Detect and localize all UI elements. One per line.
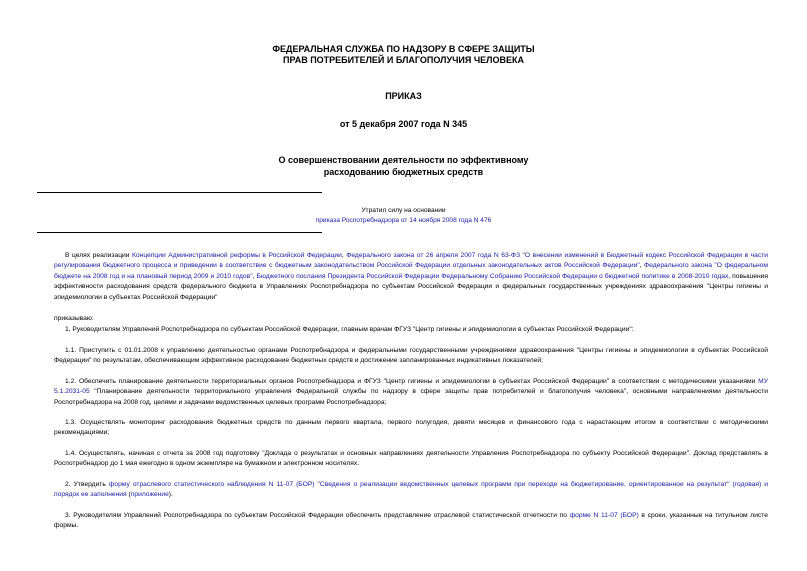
order-word: приказываю:	[54, 315, 94, 322]
item-1: 1. Руководителям Управлений Роспотребнадзора по субъектам Российской Федерации, главным врачам ФГУЗ "Центр гигиены и эпидемиологии в субъектах Российской Федерации":	[65, 326, 634, 333]
item-2	[54, 480, 768, 501]
item-1-4: 1.4. Осуществлять, начиная с отчета за 2008 год подготовку "Доклада о результатах и основных направлениях деятельности Управления Роспотребнадзора по субъекту Российской Федерации". Доклад представлять в Роспотребнадзор до 1 мая ежегодно в одном экземпляре на бумажном и электронном носителях.	[54, 450, 768, 468]
status-note-link-row	[0, 216, 807, 226]
preamble-text: ,	[341, 252, 347, 259]
admin-reform-concept-link[interactable]: Концепции Административной реформы в Российской Федерации	[132, 252, 342, 259]
divider-bottom	[37, 232, 322, 233]
preamble-text: ,	[639, 262, 645, 270]
title-line-1: О совершенствовании деятельности по эффективному	[278, 155, 529, 165]
agency-line-1: ФЕДЕРАЛЬНАЯ СЛУЖБА ПО НАДЗОРУ В СФЕРЕ ЗАЩИТЫ	[272, 44, 535, 54]
item-text: 1.2. Обеспечить планирование деятельности территориальных органов Роспотребнадзора и ФГУЗ "Центр гигиены и эпидемиологии в субъектах Российской Федерации" в соответствии с методическими указаниями	[65, 378, 759, 385]
item-text: (	[126, 491, 131, 499]
preamble-text: В целях реализации	[65, 252, 133, 259]
item-text: "Планирование деятельности территориального управления Федеральной службы по надзору в сфере защиты прав потребителей и благополучия человека", основными направлениями деятельности Роспотребнадзора на 2008 год, целями и задачами ведомственных целевых программ Роспотребнадзора;	[54, 388, 768, 406]
federal-budget-law-link[interactable]: Федерального закона "О федеральном бюджете на 2008 год и на плановый период 2009 и 2010 годов"	[54, 262, 769, 280]
preamble-text: , повышения эффективности расходования средств федерального бюджета в Управлениях Роспотребнадзора по субъектам Российской Федерации и федеральных государственных учреждениях здравоохранения "Центры гигиены и эпидемиологии в субъектах Российской Федерации"	[54, 272, 769, 301]
item-1-3: 1.3. Осуществлять мониторинг расходования бюджетных средств по данным первого квартала, первого полугодия, девяти месяцев и финансового года с нарастающим итогом в соответствии с методическими рекомендациями;	[54, 419, 768, 437]
form-11-07-link[interactable]: форму отраслевого статистического наблюдения N 11-07 (БОР) "Сведения о реализации ведомственных целевых программ при переходе на бюджетирование, ориентированное на результат" (годовая) и порядок ее заполнения	[54, 481, 768, 499]
title-line-2: расходованию бюджетных средств	[323, 167, 484, 177]
repeal-order-link[interactable]: приказа Роспотребнадзора от 14 ноября 2008 года N 476	[315, 217, 492, 224]
item-text: в сроки, указанные на титульном листе формы.	[54, 512, 768, 530]
appendix-link[interactable]: приложение	[130, 491, 169, 499]
divider-top	[37, 192, 322, 193]
item-text: 2. Утвердить	[65, 481, 109, 488]
preamble-text: ,	[252, 272, 257, 280]
preamble-paragraph	[54, 251, 768, 303]
item-3	[54, 511, 768, 532]
item-1-1: 1.1. Приступить с 01.01.2008 к управлению деятельностью органами Роспотребнадзора и федеральными государственными учреждениями здравоохранения "Центры гигиены и эпидемиологии в субъектах Российской Федерации" по результатам, обеспечивающим эффективное расходование бюджетных средств и достижение запланированных индикативных показателей;	[54, 347, 768, 365]
mu-link[interactable]: МУ 5.1.2031-05	[54, 378, 768, 396]
item-1-2	[54, 377, 768, 408]
status-note-text: Утратил силу на основании	[361, 207, 446, 214]
form-11-07-short-link[interactable]: форме N 11-07 (БОР)	[569, 512, 639, 519]
doc-type: ПРИКАЗ	[385, 91, 422, 101]
budget-message-link[interactable]: Бюджетного послания Президента Российской Федерации Федеральному Собранию Российской Федерации о бюджетной политике в 2008-2010 годах	[256, 272, 729, 280]
item-text: ).	[168, 491, 173, 499]
federal-law-63fz-link[interactable]: Федерального закона от 26 апреля 2007 года N 63-ФЗ "О внесении изменений в Бюджетный кодекс Российской Федерации в части регулирования бюджетного процесса и приведении в соответствие с бюджетным законодательством Российской Федерации отдельных законодательных актов Российской Федерации"	[54, 252, 768, 270]
date-number: от 5 декабря 2007 года N 345	[339, 119, 468, 129]
item-text: 3. Руководителям Управлений Роспотребнадзора по субъектам Российской Федерации обеспечить представление отраслевой статистической отчетности по	[65, 512, 570, 519]
agency-line-2: ПРАВ ПОТРЕБИТЕЛЕЙ И БЛАГОПОЛУЧИЯ ЧЕЛОВЕКА	[283, 55, 524, 65]
